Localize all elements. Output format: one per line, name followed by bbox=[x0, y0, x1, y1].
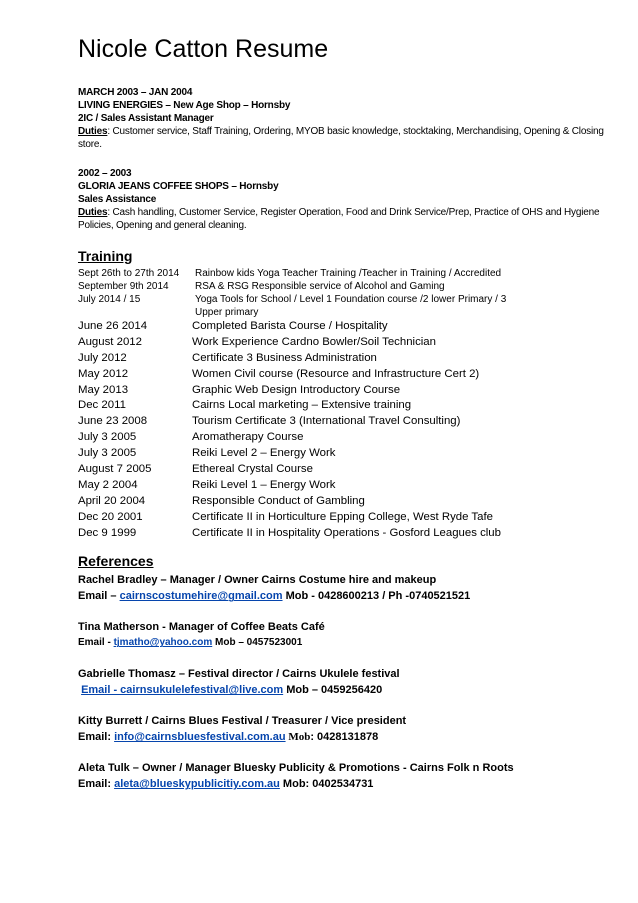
training-row bbox=[78, 526, 618, 542]
reference-name: Rachel Bradley – Manager / Owner Cairns Costume hire and makeup bbox=[78, 574, 437, 587]
reference-contact bbox=[78, 635, 618, 651]
job-entry bbox=[78, 86, 618, 151]
job-duties bbox=[78, 206, 618, 232]
training-row bbox=[78, 510, 618, 526]
references-heading: References bbox=[78, 553, 154, 570]
training-date: April 20 2004 bbox=[78, 494, 146, 507]
mobile-number: Mob – 0457523001 bbox=[212, 637, 303, 649]
training-row bbox=[78, 462, 618, 478]
reference-entry bbox=[78, 760, 618, 792]
email-label: Email: bbox=[78, 778, 115, 791]
training-row bbox=[78, 430, 618, 446]
training-date: June 26 2014 bbox=[78, 320, 148, 332]
mobile-label: Mob bbox=[285, 731, 311, 744]
training-row bbox=[78, 293, 618, 319]
duties-text: : Cash handling, Customer Service, Register Operation, Food and Drink Service/Prep, Practice of OHS and Hygiene Policies, Opening and general cleaning. bbox=[78, 207, 600, 231]
mobile-number: Mob: 0402534731 bbox=[279, 778, 374, 791]
job-duties bbox=[78, 125, 618, 151]
mobile-number: Mob – 0459256420 bbox=[283, 684, 383, 697]
training-date: September 9th 2014 bbox=[78, 281, 169, 292]
reference-name: Gabrielle Thomasz – Festival director / Cairns Ukulele festival bbox=[78, 668, 400, 681]
reference-name: Kitty Burrett / Cairns Blues Festival / Treasurer / Vice president bbox=[78, 715, 407, 728]
training-date: July 2012 bbox=[78, 351, 127, 364]
training-course: Ethereal Crystal Course bbox=[192, 463, 313, 476]
training-date: Dec 9 1999 bbox=[78, 526, 137, 539]
training-date: July 3 2005 bbox=[78, 447, 137, 460]
training-section bbox=[78, 248, 618, 541]
training-course: Aromatherapy Course bbox=[192, 431, 304, 444]
duties-label: Duties bbox=[78, 207, 108, 218]
job-position: Sales Assistance bbox=[78, 194, 157, 205]
page-title: Nicole Catton Resume bbox=[78, 35, 329, 63]
email-link[interactable]: aleta@blueskypublicitiy.com.au bbox=[114, 778, 280, 791]
duties-label: Duties bbox=[78, 126, 108, 137]
training-date: August 2012 bbox=[78, 335, 142, 348]
training-row bbox=[78, 351, 618, 367]
reference-entry bbox=[78, 619, 618, 651]
reference-contact bbox=[78, 776, 618, 792]
email-link[interactable]: Email - cairnsukulelefestival@live.com bbox=[81, 684, 284, 697]
training-course: Yoga Tools for School / Level 1 Foundation course /2 lower Primary / 3 Upper primary bbox=[195, 294, 507, 318]
email-label: Email - bbox=[78, 637, 114, 649]
job-position: 2IC / Sales Assistant Manager bbox=[78, 113, 214, 124]
job-company: GLORIA JEANS COFFEE SHOPS – Hornsby bbox=[78, 181, 279, 192]
email-link[interactable]: tjmatho@yahoo.com bbox=[113, 637, 213, 649]
training-course: Certificate II in Hospitality Operations - Gosford Leagues club bbox=[192, 526, 501, 539]
training-date: May 2 2004 bbox=[78, 478, 138, 491]
training-row bbox=[78, 446, 618, 462]
reference-entry bbox=[78, 572, 618, 604]
training-course: Graphic Web Design Introductory Course bbox=[192, 383, 401, 396]
email-link[interactable]: info@cairnsbluesfestival.com.au bbox=[114, 731, 286, 744]
email-label: Email: bbox=[78, 731, 115, 744]
training-row bbox=[78, 267, 618, 280]
training-course: RSA & RSG Responsible service of Alcohol and Gaming bbox=[195, 281, 445, 292]
training-course: Women Civil course (Resource and Infrastructure Cert 2) bbox=[192, 367, 480, 380]
mobile-number: Mob - 0428600213 / Ph -0740521521 bbox=[282, 590, 471, 603]
training-date: July 3 2005 bbox=[78, 431, 137, 444]
job-entry bbox=[78, 167, 618, 232]
training-date: June 23 2008 bbox=[78, 415, 148, 428]
training-date: Dec 2011 bbox=[78, 399, 126, 412]
duties-text: : Customer service, Staff Training, Ordering, MYOB basic knowledge, stocktaking, Merchandising, Opening & Closing store. bbox=[78, 126, 604, 150]
training-row bbox=[78, 383, 618, 399]
reference-name: Aleta Tulk – Owner / Manager Bluesky Publicity & Promotions - Cairns Folk n Roots bbox=[78, 762, 514, 775]
reference-contact bbox=[78, 588, 618, 604]
training-course: Reiki Level 2 – Energy Work bbox=[192, 447, 336, 460]
training-date: Sept 26th to 27th 2014 bbox=[78, 268, 180, 279]
training-course: Rainbow kids Yoga Teacher Training /Teacher in Training / Accredited bbox=[195, 268, 502, 279]
email-link[interactable]: cairnscostumehire@gmail.com bbox=[119, 590, 283, 603]
training-date: August 7 2005 bbox=[78, 463, 152, 476]
training-course: Reiki Level 1 – Energy Work bbox=[192, 478, 336, 491]
training-course: Work Experience Cardno Bowler/Soil Technician bbox=[192, 335, 436, 348]
training-row bbox=[78, 319, 618, 335]
resume-page bbox=[78, 34, 618, 807]
reference-contact bbox=[78, 729, 618, 745]
training-course: Certificate 3 Business Administration bbox=[192, 351, 377, 364]
training-row bbox=[78, 280, 618, 293]
mobile-number: : 0428131878 bbox=[310, 731, 379, 744]
training-date: May 2012 bbox=[78, 367, 129, 380]
training-row bbox=[78, 398, 618, 414]
training-heading: Training bbox=[78, 248, 133, 264]
reference-entry bbox=[78, 666, 618, 698]
reference-contact bbox=[78, 682, 618, 698]
job-dates: MARCH 2003 – JAN 2004 bbox=[78, 87, 193, 98]
training-row bbox=[78, 335, 618, 351]
email-label: Email – bbox=[78, 590, 120, 603]
training-date: July 2014 / 15 bbox=[78, 294, 141, 305]
training-course: Cairns Local marketing – Extensive training bbox=[192, 399, 412, 412]
reference-name: Tina Matherson - Manager of Coffee Beats Café bbox=[78, 621, 325, 634]
training-date: Dec 20 2001 bbox=[78, 510, 143, 523]
training-row bbox=[78, 367, 618, 383]
training-course: Tourism Certificate 3 (International Travel Consulting) bbox=[192, 415, 461, 428]
job-dates: 2002 – 2003 bbox=[78, 168, 132, 179]
training-row bbox=[78, 478, 618, 494]
training-course: Certificate II in Horticulture Epping College, West Ryde Tafe bbox=[192, 510, 493, 523]
training-course: Responsible Conduct of Gambling bbox=[192, 494, 365, 507]
training-date: May 2013 bbox=[78, 383, 129, 396]
references-section bbox=[78, 553, 618, 792]
job-company: LIVING ENERGIES – New Age Shop – Hornsby bbox=[78, 100, 291, 111]
reference-entry bbox=[78, 713, 618, 745]
training-course: Completed Barista Course / Hospitality bbox=[192, 320, 388, 332]
training-row bbox=[78, 494, 618, 510]
training-row bbox=[78, 414, 618, 430]
